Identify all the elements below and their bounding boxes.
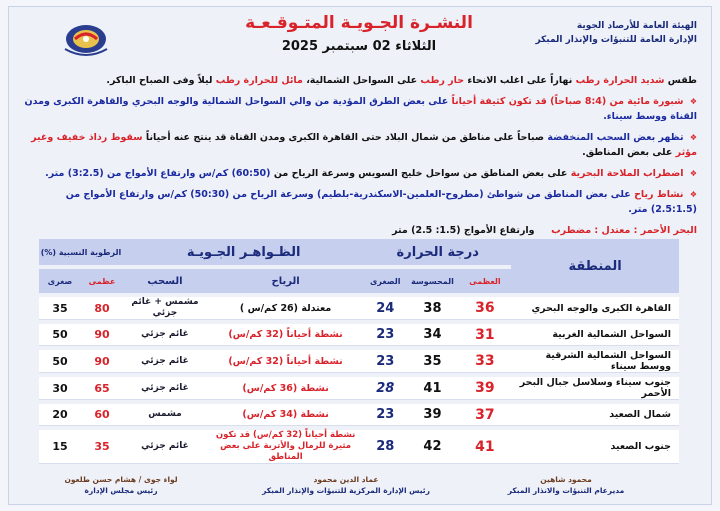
- wind-cell: نشطة (34 كم/س): [207, 404, 364, 426]
- zone-cell: جنوب الصعيد: [511, 430, 679, 464]
- org-line-2: الإدارة العامة للتنبؤات والإنذار المبكر: [535, 35, 697, 45]
- clouds-cell: غائم جزئي: [123, 430, 207, 464]
- humidity-min-cell: 50: [39, 350, 81, 373]
- table-row: [39, 377, 679, 400]
- humidity-header: الرطوبة النسبية (%): [39, 239, 123, 265]
- table-row: [39, 404, 679, 426]
- forecast-text: [23, 73, 697, 244]
- clouds-cell: غائم جزئي: [123, 324, 207, 346]
- wind-cell: نشطة أحياناً (32 كم/س): [207, 350, 364, 373]
- zone-header: المنطقة: [511, 239, 679, 293]
- forecast-intro: [23, 73, 697, 88]
- col-wind: الرياح: [207, 269, 364, 293]
- table-row: [39, 350, 679, 373]
- humidity-min-cell: 30: [39, 377, 81, 400]
- humidity-min-cell: 15: [39, 430, 81, 464]
- org-line-1: الهيئة العامة للأرصاد الجوية: [576, 21, 697, 31]
- red-sea-value: معتدل : مضطرب: [551, 225, 631, 236]
- col-max-temp: العظمى: [459, 269, 511, 293]
- zone-cell: جنوب سيناء وسلاسل جبال البحر الأحمر: [511, 377, 679, 400]
- sig3-name: لواء جوى / هشام حسن طلعون: [64, 475, 178, 484]
- min-temp-cell: 23: [364, 404, 406, 426]
- phenomena-header: الظـواهـر الجـويـة: [123, 239, 364, 265]
- wind-waves: وارتفاع الأمواج من (2.5:1.5) متر.: [65, 189, 697, 215]
- feels-like-cell: 39: [406, 404, 458, 426]
- fog-areas: على بعض الطرق المؤدية من والي السواحل الشمالية والوجه البحري والقاهرة الكبرى ومدن القناة ووسط سيناء.: [24, 96, 697, 122]
- min-temp-cell: 24: [364, 297, 406, 320]
- clouds-cell: مشمس: [123, 404, 207, 426]
- sea-speed: (60:50) كم/س: [198, 168, 271, 179]
- min-temp-cell: 23: [364, 350, 406, 373]
- humidity-min-cell: 35: [39, 297, 81, 320]
- intro-night: مائل للحرارة رطب: [215, 75, 303, 86]
- bullet-icon: ❖: [689, 190, 697, 199]
- signatures: [9, 474, 711, 500]
- humidity-max-cell: 35: [81, 430, 123, 464]
- max-temp-cell: 39: [459, 377, 511, 400]
- intro-hot2: حار رطب: [420, 75, 465, 86]
- wind-cell: معتدلة (26 كم/س ): [207, 297, 364, 320]
- col-clouds: السحب: [123, 269, 207, 293]
- sig2-name: عماد الدين محمود: [313, 475, 379, 484]
- bullet-icon: ❖: [689, 133, 697, 142]
- wind-warning: نشاط رياح: [634, 189, 684, 200]
- bulletin-page: [8, 6, 712, 505]
- table-row: [39, 297, 679, 320]
- wind-cell: نشطة أحياناً (32 كم/س) قد تكون مثيرة للرمال والأتربة على بعض المناطق: [207, 430, 364, 464]
- max-temp-cell: 41: [459, 430, 511, 464]
- clouds-end: على بعض المناطق.: [582, 147, 673, 158]
- clouds-cell: غائم جزئي: [123, 350, 207, 373]
- meteorology-logo-icon: [57, 15, 115, 63]
- intro-end: ليلاً وفى الصباح الباكر.: [106, 75, 213, 86]
- feels-like-cell: 35: [406, 350, 458, 373]
- max-temp-cell: 31: [459, 324, 511, 346]
- bullet-icon: ❖: [689, 169, 697, 178]
- humidity-max-cell: 80: [81, 297, 123, 320]
- feels-like-cell: 34: [406, 324, 458, 346]
- sea-waves: وارتفاع الأمواج من (3:2.5) متر.: [45, 168, 196, 179]
- clouds-detail: صباحاً على مناطق من شمال البلاد حتى القاهرة الكبرى ومدن القناة قد ينتج عنه أحياناً: [145, 132, 545, 143]
- signature-3: [46, 474, 196, 496]
- bulletin-title: النشـرة الجـويـة المتـوقـعـة: [245, 13, 473, 33]
- humidity-max-cell: 90: [81, 350, 123, 373]
- humidity-min-cell: 20: [39, 404, 81, 426]
- header: [9, 7, 711, 69]
- humidity-min-cell: 50: [39, 324, 81, 346]
- wind-cell: نشطة (36 كم/س): [207, 377, 364, 400]
- intro-mid2: على السواحل الشمالية،: [306, 75, 418, 86]
- col-min-temp: الصغرى: [364, 269, 406, 293]
- intro-mid: نهاراً على اغلب الانحاء: [467, 75, 573, 86]
- red-sea-waves: وارتفاع الأمواج (1.5: 2.5) متر: [392, 225, 535, 236]
- fog-warning: شبورة مائية من (8:4 صباحاً) قد تكون كثيفة أحياناً: [451, 96, 684, 107]
- col-feels-like: المحسوسة: [406, 269, 458, 293]
- sig1-title: مديرعام التنبؤات والانذار المبكر: [507, 486, 625, 495]
- bulletin-date: الثلاثاء 02 سبتمبر 2025: [281, 39, 437, 54]
- wind-speed: (50:30) كم/س: [157, 189, 230, 200]
- table-header-row: [39, 239, 679, 265]
- red-sea-label: البحر الأحمر :: [633, 225, 697, 236]
- forecast-sea: [23, 166, 697, 181]
- max-temp-cell: 36: [459, 297, 511, 320]
- min-temp-cell: 28: [364, 377, 406, 400]
- sig2-title: رئيس الإدارة المركزية للتنبؤات والإنذار المبكر: [262, 486, 430, 495]
- table-row: [39, 430, 679, 464]
- min-temp-cell: 28: [364, 430, 406, 464]
- min-temp-cell: 23: [364, 324, 406, 346]
- col-humidity-max: عظمى: [81, 269, 123, 293]
- sig3-title: رئيس مجلس الإدارة: [84, 486, 158, 495]
- intro-hot: شديد الحرارة رطب: [575, 75, 665, 86]
- clouds-cell: غائم جزئي: [123, 377, 207, 400]
- humidity-max-cell: 65: [81, 377, 123, 400]
- forecast-table: [39, 235, 679, 468]
- humidity-max-cell: 60: [81, 404, 123, 426]
- wind-detail: على بعض المناطق من شواطئ (مطروح-العلمين-الاسكندرية-بلطيم) وسرعة الرياح من: [232, 189, 631, 200]
- sea-warning: اضطراب الملاحة البحرية: [570, 168, 684, 179]
- wind-cell: نشطة أحياناً (32 كم/س): [207, 324, 364, 346]
- clouds-cell: مشمس + غائم جزئي: [123, 297, 207, 320]
- feels-like-cell: 41: [406, 377, 458, 400]
- sea-detail: على بعض المناطق من سواحل خليج السويس وسرعة الرياح من: [273, 168, 568, 179]
- clouds-intro: تظهر بعض السحب المنخفضة: [547, 132, 684, 143]
- forecast-fog: [23, 94, 697, 124]
- max-temp-cell: 37: [459, 404, 511, 426]
- humidity-max-cell: 90: [81, 324, 123, 346]
- forecast-wind: [23, 187, 697, 217]
- forecast-clouds: [23, 130, 697, 160]
- temperature-header: درجة الحرارة: [364, 239, 511, 265]
- organization-name: [535, 19, 697, 47]
- table-row: [39, 324, 679, 346]
- clouds-drizzle: سقوط رذاذ خفيف وغير مؤثر: [31, 132, 697, 158]
- zone-cell: السواحل الشمالية الغربية: [511, 324, 679, 346]
- feels-like-cell: 42: [406, 430, 458, 464]
- intro-prefix: طقس: [667, 75, 697, 86]
- zone-cell: السواحل الشمالية الشرقية ووسط سيناء: [511, 350, 679, 373]
- signature-1: [491, 474, 641, 496]
- sig1-name: محمود شاهين: [540, 475, 592, 484]
- signature-2: [251, 474, 441, 496]
- col-humidity-min: صغرى: [39, 269, 81, 293]
- zone-cell: القاهرة الكبرى والوجه البحري: [511, 297, 679, 320]
- bullet-icon: ❖: [689, 97, 697, 106]
- max-temp-cell: 33: [459, 350, 511, 373]
- bulletin-title-block: [239, 13, 479, 54]
- zone-cell: شمال الصعيد: [511, 404, 679, 426]
- feels-like-cell: 38: [406, 297, 458, 320]
